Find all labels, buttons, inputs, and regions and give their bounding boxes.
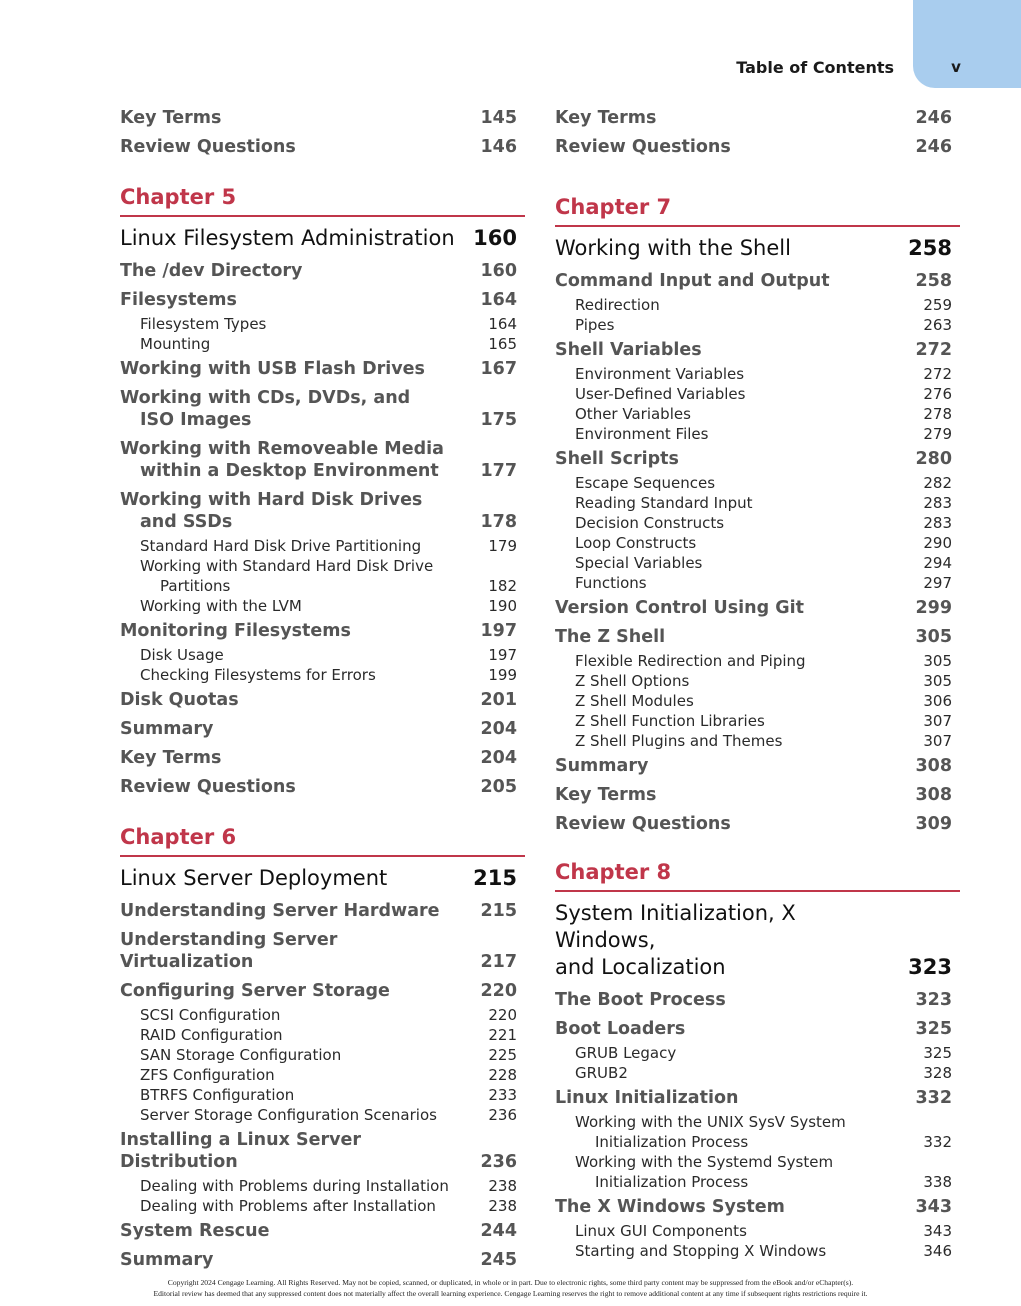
toc-entry-title: Key Terms <box>555 784 657 805</box>
copyright-line-2: Editorial review has deemed that any suppressed content does not materially affect the overall learning experience. Cengage Learning reserves the right to remove additional content at any time if subsequent rights restrictions require it. <box>153 1288 868 1298</box>
toc-subentry[interactable] <box>555 1152 960 1192</box>
toc-subentry[interactable] <box>555 424 960 444</box>
toc-subentry-page: 290 <box>923 534 952 552</box>
toc-left-column <box>120 103 525 1274</box>
toc-subentry[interactable] <box>120 1025 525 1045</box>
toc-entry-page: 309 <box>915 813 952 834</box>
toc-entry-page: 204 <box>480 718 517 739</box>
chapter-label: Chapter 6 <box>120 825 525 857</box>
toc-subentry-title: Environment Variables <box>575 365 745 383</box>
toc-subentry-page: 233 <box>488 1086 517 1104</box>
toc-subentry-page: 238 <box>488 1197 517 1215</box>
toc-entry-title-line2: ISO Images <box>140 409 252 430</box>
toc-entry-page: 177 <box>480 460 517 481</box>
toc-entry-page: 280 <box>915 448 952 469</box>
toc-entry[interactable] <box>555 1083 960 1112</box>
toc-subentry-page: 179 <box>488 537 517 555</box>
toc-subentry-page: 263 <box>923 316 952 334</box>
toc-entry-page: 160 <box>480 260 517 281</box>
toc-subentry-title: ZFS Configuration <box>140 1066 275 1084</box>
toc-subentry-title <box>140 556 480 596</box>
toc-entry-page: 323 <box>915 989 952 1010</box>
toc-subentry-page: 272 <box>923 365 952 383</box>
toc-subentry-title: Functions <box>575 574 647 592</box>
toc-subentry-page: 346 <box>923 1242 952 1260</box>
toc-entry-page: 325 <box>915 1018 952 1039</box>
toc-subentry-title-line1: Working with the Systemd System <box>575 1153 834 1171</box>
toc-subentry[interactable] <box>120 1065 525 1085</box>
toc-subentry-title: Reading Standard Input <box>575 494 753 512</box>
toc-entry-page: 258 <box>915 270 952 291</box>
toc-subentry-page: 259 <box>923 296 952 314</box>
toc-entry[interactable] <box>120 1125 525 1176</box>
toc-entry-title <box>120 387 472 431</box>
toc-subentry-title: Z Shell Modules <box>575 692 694 710</box>
toc-entry[interactable] <box>555 751 960 780</box>
toc-entry[interactable] <box>120 132 525 161</box>
toc-entry[interactable] <box>120 285 525 314</box>
toc-subentry-title: Disk Usage <box>140 646 224 664</box>
toc-entry-title <box>120 438 472 482</box>
toc-subentry-page: 282 <box>923 474 952 492</box>
toc-subentry[interactable] <box>555 364 960 384</box>
toc-subentry-page: 306 <box>923 692 952 710</box>
toc-entry[interactable] <box>555 132 960 161</box>
toc-subentry[interactable] <box>555 651 960 671</box>
toc-entry-title-line2: and SSDs <box>140 511 233 532</box>
toc-subentry-title: Dealing with Problems during Installation <box>140 1177 449 1195</box>
toc-entry-page: 204 <box>480 747 517 768</box>
toc-entry[interactable] <box>555 809 960 838</box>
toc-entry-title: Review Questions <box>120 136 296 157</box>
toc-entry[interactable] <box>555 780 960 809</box>
chapter-title-text <box>555 900 900 981</box>
toc-subentry-title: Environment Files <box>575 425 709 443</box>
toc-entry-title: Summary <box>120 1249 214 1270</box>
chapter-title[interactable] <box>555 233 960 266</box>
page-number: v <box>951 58 961 76</box>
toc-subentry[interactable] <box>555 731 960 751</box>
toc-entry[interactable] <box>120 383 525 434</box>
toc-subentry-page: 165 <box>488 335 517 353</box>
toc-entry-page: 305 <box>915 626 952 647</box>
toc-entry[interactable] <box>555 335 960 364</box>
toc-entry-page: 215 <box>480 900 517 921</box>
toc-subentry-title: BTRFS Configuration <box>140 1086 295 1104</box>
toc-subentry-title: SCSI Configuration <box>140 1006 281 1024</box>
toc-subentry-page: 305 <box>923 652 952 670</box>
toc-subentry-title: Standard Hard Disk Drive Partitioning <box>140 537 422 555</box>
toc-subentry[interactable] <box>120 1196 525 1216</box>
toc-entry-title: System Rescue <box>120 1220 270 1241</box>
toc-subentry-title: User-Defined Variables <box>575 385 746 403</box>
toc-entry-page: 205 <box>480 776 517 797</box>
toc-entry[interactable] <box>555 103 960 132</box>
toc-entry-page: 175 <box>480 409 517 430</box>
toc-entry-title-line2: within a Desktop Environment <box>140 460 439 481</box>
toc-entry[interactable] <box>555 593 960 622</box>
toc-subentry-title <box>575 1112 915 1152</box>
toc-subentry[interactable] <box>555 573 960 593</box>
chapter-title-line2: and Localization <box>555 955 726 979</box>
toc-subentry-page: 276 <box>923 385 952 403</box>
toc-subentry[interactable] <box>555 1221 960 1241</box>
toc-entry[interactable] <box>555 985 960 1014</box>
toc-entry-page: 246 <box>915 107 952 128</box>
toc-subentry-page: 328 <box>923 1064 952 1082</box>
toc-entry-page: 167 <box>480 358 517 379</box>
toc-subentry-page: 190 <box>488 597 517 615</box>
toc-entry-title-line1: Working with CDs, DVDs, and <box>120 387 411 408</box>
toc-subentry-title: Z Shell Plugins and Themes <box>575 732 783 750</box>
toc-subentry[interactable] <box>555 1241 960 1261</box>
toc-subentry-title: Server Storage Configuration Scenarios <box>140 1106 437 1124</box>
chapter-title-page: 258 <box>908 236 952 260</box>
toc-entry-page: 236 <box>480 1151 517 1172</box>
chapter-title-page: 160 <box>473 226 517 250</box>
toc-subentry-page: 238 <box>488 1177 517 1195</box>
toc-entry[interactable] <box>120 743 525 772</box>
toc-subentry[interactable] <box>555 553 960 573</box>
toc-subentry[interactable] <box>120 645 525 665</box>
toc-entry-page: 197 <box>480 620 517 641</box>
toc-entry-page: 220 <box>480 980 517 1001</box>
toc-entry-page: 217 <box>480 951 517 972</box>
toc-entry-page: 332 <box>915 1087 952 1108</box>
toc-subentry[interactable] <box>555 404 960 424</box>
toc-subentry-title-line2: Initialization Process <box>595 1133 749 1151</box>
chapter-title-line1: System Initialization, X Windows, <box>555 901 796 952</box>
toc-entry-title: Command Input and Output <box>555 270 830 291</box>
toc-subentry[interactable] <box>555 1112 960 1152</box>
toc-subentry-page: 225 <box>488 1046 517 1064</box>
toc-entry-title: Disk Quotas <box>120 689 239 710</box>
toc-entry-title: Review Questions <box>555 813 731 834</box>
toc-entry-title: Monitoring Filesystems <box>120 620 351 641</box>
toc-subentry-title: Other Variables <box>575 405 691 423</box>
toc-subentry[interactable] <box>555 315 960 335</box>
toc-subentry-page: 197 <box>488 646 517 664</box>
section-gap <box>555 838 960 860</box>
toc-subentry[interactable] <box>555 1043 960 1063</box>
toc-entry-title: Summary <box>120 718 214 739</box>
toc-subentry-page: 338 <box>923 1173 952 1191</box>
toc-entry-page: 308 <box>915 784 952 805</box>
toc-subentry-page: 199 <box>488 666 517 684</box>
toc-entry[interactable] <box>555 622 960 651</box>
chapter-label: Chapter 8 <box>555 860 960 892</box>
toc-entry-title: Review Questions <box>555 136 731 157</box>
toc-subentry-title-line1: Working with Standard Hard Disk Drive <box>140 557 434 575</box>
toc-subentry-page: 279 <box>923 425 952 443</box>
chapter-title-text: Linux Server Deployment <box>120 866 388 890</box>
toc-entry[interactable] <box>120 976 525 1005</box>
toc-entry[interactable] <box>120 485 525 536</box>
toc-entry-page: 343 <box>915 1196 952 1217</box>
toc-subentry[interactable] <box>555 384 960 404</box>
toc-entry[interactable] <box>120 772 525 801</box>
toc-subentry-title: Dealing with Problems after Installation <box>140 1197 436 1215</box>
toc-entry[interactable] <box>555 1192 960 1221</box>
toc-subentry-title: Working with the LVM <box>140 597 302 615</box>
toc-entry-title: Linux Initialization <box>555 1087 739 1108</box>
toc-subentry-title: Decision Constructs <box>575 514 725 532</box>
toc-entry-page: 145 <box>480 107 517 128</box>
toc-subentry[interactable] <box>120 556 525 596</box>
toc-subentry-page: 305 <box>923 672 952 690</box>
running-head-title: Table of Contents <box>736 58 894 77</box>
toc-subentry[interactable] <box>120 1085 525 1105</box>
toc-subentry[interactable] <box>555 691 960 711</box>
chapter-title-page: 215 <box>473 866 517 890</box>
toc-entry[interactable] <box>555 444 960 473</box>
toc-subentry[interactable] <box>555 1063 960 1083</box>
toc-entry-title: Understanding Server Hardware <box>120 900 440 921</box>
toc-entry-title: Summary <box>555 755 649 776</box>
toc-entry-title: Key Terms <box>120 107 222 128</box>
chapter-title-page: 323 <box>908 955 952 979</box>
section-gap <box>555 161 960 195</box>
toc-entry-page: 178 <box>480 511 517 532</box>
chapter-label: Chapter 5 <box>120 185 525 217</box>
toc-subentry-page: 307 <box>923 712 952 730</box>
toc-subentry-page: 297 <box>923 574 952 592</box>
toc-entry[interactable] <box>120 714 525 743</box>
toc-entry[interactable] <box>120 1216 525 1245</box>
toc-subentry-title: Z Shell Options <box>575 672 690 690</box>
toc-subentry-title: Checking Filesystems for Errors <box>140 666 376 684</box>
toc-entry-title: Filesystems <box>120 289 237 310</box>
toc-subentry-title-line1: Working with the UNIX SysV System <box>575 1113 846 1131</box>
toc-entry-page: 245 <box>480 1249 517 1270</box>
toc-entry-title: Working with USB Flash Drives <box>120 358 425 379</box>
toc-subentry[interactable] <box>120 1045 525 1065</box>
toc-entry-title <box>120 489 472 533</box>
toc-entry-page: 244 <box>480 1220 517 1241</box>
toc-entry-title-line1: Working with Removeable Media <box>120 438 444 459</box>
toc-entry-title-line1: Working with Hard Disk Drives <box>120 489 423 510</box>
toc-subentry-title: SAN Storage Configuration <box>140 1046 342 1064</box>
toc-entry-page: 299 <box>915 597 952 618</box>
toc-subentry-title: Z Shell Function Libraries <box>575 712 765 730</box>
toc-subentry[interactable] <box>555 473 960 493</box>
toc-entry[interactable] <box>555 266 960 295</box>
toc-entry-page: 201 <box>480 689 517 710</box>
toc-subentry[interactable] <box>120 1105 525 1125</box>
toc-subentry[interactable] <box>555 295 960 315</box>
toc-entry-title: Configuring Server Storage <box>120 980 390 1001</box>
toc-entry-page: 164 <box>480 289 517 310</box>
toc-subentry-title: GRUB2 <box>575 1064 628 1082</box>
chapter-label: Chapter 7 <box>555 195 960 227</box>
toc-entry[interactable] <box>120 616 525 645</box>
toc-entry-title: The /dev Directory <box>120 260 303 281</box>
chapter-title[interactable] <box>120 223 525 256</box>
toc-subentry-page: 294 <box>923 554 952 572</box>
toc-subentry-page: 283 <box>923 494 952 512</box>
toc-subentry-title: RAID Configuration <box>140 1026 283 1044</box>
toc-entry[interactable] <box>555 1014 960 1043</box>
toc-entry-title: Version Control Using Git <box>555 597 804 618</box>
toc-subentry-title-line2: Partitions <box>160 577 231 595</box>
toc-subentry-title: Escape Sequences <box>575 474 716 492</box>
toc-subentry-title: Linux GUI Components <box>575 1222 747 1240</box>
toc-subentry[interactable] <box>555 533 960 553</box>
toc-entry-title: Installing a Linux Server Distribution <box>120 1129 361 1172</box>
toc-entry-title: Understanding Server Virtualization <box>120 929 338 972</box>
toc-entry-page: 246 <box>915 136 952 157</box>
toc-subentry[interactable] <box>120 1005 525 1025</box>
toc-subentry-title: Mounting <box>140 335 211 353</box>
toc-subentry-page: 343 <box>923 1222 952 1240</box>
toc-entry[interactable] <box>120 925 525 976</box>
toc-entry-page: 146 <box>480 136 517 157</box>
toc-entry-title: Shell Variables <box>555 339 702 360</box>
toc-entry[interactable] <box>120 354 525 383</box>
toc-subentry[interactable] <box>555 493 960 513</box>
section-gap <box>120 801 525 825</box>
toc-subentry[interactable] <box>120 596 525 616</box>
toc-entry-title: Review Questions <box>120 776 296 797</box>
toc-subentry-page: 325 <box>923 1044 952 1062</box>
toc-subentry-page: 228 <box>488 1066 517 1084</box>
toc-entry-title: Key Terms <box>120 747 222 768</box>
toc-entry-title: Shell Scripts <box>555 448 679 469</box>
chapter-title-text: Linux Filesystem Administration <box>120 226 455 250</box>
toc-subentry[interactable] <box>555 671 960 691</box>
toc-subentry-page: 182 <box>488 577 517 595</box>
section-gap <box>120 161 525 185</box>
toc-subentry-title-line2: Initialization Process <box>595 1173 749 1191</box>
toc-subentry-page: 236 <box>488 1106 517 1124</box>
toc-subentry[interactable] <box>555 711 960 731</box>
toc-entry-title: The X Windows System <box>555 1196 785 1217</box>
toc-entry-title: The Boot Process <box>555 989 726 1010</box>
toc-subentry[interactable] <box>120 665 525 685</box>
toc-entry[interactable] <box>120 685 525 714</box>
toc-subentry-title: Filesystem Types <box>140 315 267 333</box>
toc-entry[interactable] <box>120 434 525 485</box>
toc-entry[interactable] <box>120 103 525 132</box>
toc-entry-title: Key Terms <box>555 107 657 128</box>
toc-entry[interactable] <box>120 1245 525 1274</box>
toc-subentry-title: Loop Constructs <box>575 534 697 552</box>
toc-right-column <box>555 103 960 1261</box>
toc-entry-page: 272 <box>915 339 952 360</box>
toc-subentry[interactable] <box>120 334 525 354</box>
toc-subentry[interactable] <box>120 1176 525 1196</box>
toc-subentry-page: 221 <box>488 1026 517 1044</box>
copyright-line-1: Copyright 2024 Cengage Learning. All Rights Reserved. May not be copied, scanned, or duplicated, in whole or in part. Due to electronic rights, some third party content may be suppressed from the eBook and/or eChapter(s). <box>167 1278 854 1287</box>
chapter-title-text: Working with the Shell <box>555 236 791 260</box>
toc-subentry[interactable] <box>555 513 960 533</box>
toc-subentry-page: 332 <box>923 1133 952 1151</box>
toc-subentry-title: Special Variables <box>575 554 703 572</box>
copyright-footer <box>0 1278 1021 1299</box>
toc-subentry-title: Pipes <box>575 316 615 334</box>
toc-subentry[interactable] <box>120 314 525 334</box>
toc-entry[interactable] <box>120 256 525 285</box>
toc-subentry-page: 164 <box>488 315 517 333</box>
toc-subentry-page: 220 <box>488 1006 517 1024</box>
toc-subentry-title: Redirection <box>575 296 660 314</box>
toc-entry-title: Boot Loaders <box>555 1018 686 1039</box>
toc-entry[interactable] <box>120 896 525 925</box>
toc-entry-page: 308 <box>915 755 952 776</box>
toc-subentry-title: GRUB Legacy <box>575 1044 677 1062</box>
chapter-title[interactable] <box>120 863 525 896</box>
toc-subentry-page: 307 <box>923 732 952 750</box>
toc-subentry-title: Flexible Redirection and Piping <box>575 652 806 670</box>
toc-subentry-page: 283 <box>923 514 952 532</box>
toc-subentry-title <box>575 1152 915 1192</box>
chapter-title[interactable] <box>555 898 960 985</box>
toc-subentry[interactable] <box>120 536 525 556</box>
toc-subentry-page: 278 <box>923 405 952 423</box>
toc-subentry-title: Starting and Stopping X Windows <box>575 1242 827 1260</box>
toc-entry-title: The Z Shell <box>555 626 666 647</box>
